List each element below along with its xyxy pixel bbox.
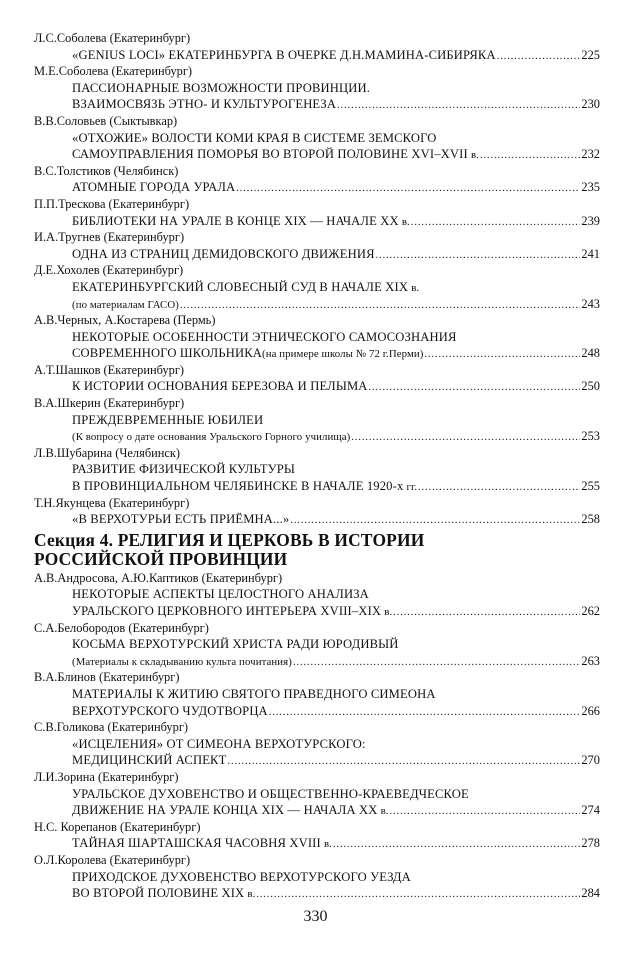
entry-title-line [34,603,600,620]
dot-leader [369,380,581,395]
entry-title-line [34,885,600,902]
entry-title-line [34,636,600,653]
entry-title-suffix: в. [384,606,393,618]
entry-page-number: 250 [581,379,600,394]
entry-page-number: 241 [581,246,600,261]
entry-title-line [34,412,600,429]
toc-entry [34,769,600,819]
entry-title-line [34,586,600,603]
entry-page-number: 225 [581,47,600,62]
entry-page-number: 258 [581,512,600,527]
dot-leader [227,754,580,769]
table-of-contents [34,30,600,902]
entry-title-suffix: в. [323,838,332,851]
entry-title-line [34,179,600,196]
toc-entry [34,495,600,528]
toc-entry [34,719,600,769]
entry-title-line [34,96,600,113]
entry-title-line [34,802,600,819]
page-number: 330 [303,908,328,925]
entry-title-line [34,47,600,64]
entry-title-line [34,478,600,495]
entry-title-line [34,213,600,230]
dot-leader [293,655,580,670]
dot-leader [333,837,580,852]
entry-title-text: МЕДИЦИНСКИЙ АСПЕКТ [72,753,227,768]
entry-title-line [34,686,600,703]
toc-entry [34,163,600,196]
entry-title-text: НЕКОТОРЫЕ ОСОБЕННОСТИ ЭТНИЧЕСКОГО САМОСОЗНАНИЯ [72,329,457,344]
entry-title-suffix: гг. [406,481,418,494]
entry-title-line [34,130,600,147]
entry-title-line [34,80,600,97]
entry-title-suffix: в. [411,281,420,294]
entry-title-note: (Материалы к складыванию культа почитания) [72,655,292,668]
dot-leader [497,49,581,64]
section-heading-line-2: РОССИЙСКОЙ ПРОВИНЦИИ [34,548,288,569]
toc-entry [34,570,600,620]
entry-author: А.В.Андросова, А.Ю.Каптиков (Екатеринбург) [34,570,283,585]
entry-author: А.Т.Шашков (Екатеринбург) [34,362,185,377]
entry-page-number: 274 [581,803,600,818]
entry-title-note: (на примере школы № 72 г.Перми) [262,348,424,361]
entry-title-text: ЕКАТЕРИНБУРГСКИЙ СЛОВЕСНЫЙ СУД В НАЧАЛЕ XIX [72,279,409,294]
entry-title-line [34,835,600,852]
entry-title-line [34,146,600,163]
entry-title-text: БИБЛИОТЕКИ НА УРАЛЕ В КОНЦЕ XIX — НАЧАЛЕ XX [72,213,399,228]
entry-author: Л.И.Зорина (Екатеринбург) [34,769,179,784]
dot-leader [269,705,581,720]
dot-leader [180,298,580,313]
entry-title-line [34,752,600,769]
dot-leader [480,148,580,163]
dot-leader [393,605,580,620]
toc-entry [34,262,600,312]
entry-title-text: «GENIUS LOCI» ЕКАТЕРИНБУРГА В ОЧЕРКЕ Д.Н.МАМИНА-СИБИРЯКА [72,47,496,62]
entry-title-text: «В ВЕРХОТУРЬИ ЕСТЬ ПРИЁМНА...» [72,512,290,527]
entry-title-line [34,329,600,346]
toc-entries-after-section [34,570,600,902]
entry-title-note: (по материалам ГАСО) [72,298,179,311]
entry-title-text: ОДНА ИЗ СТРАНИЦ ДЕМИДОВСКОГО ДВИЖЕНИЯ [72,246,375,261]
entry-author: С.А.Белобородов (Екатеринбург) [34,620,209,635]
toc-entry [34,819,600,852]
entry-title-text: «ОТХОЖИЕ» ВОЛОСТИ КОМИ КРАЯ В СИСТЕМЕ ЗЕМСКОГО [72,130,437,145]
entry-title-line [34,461,600,478]
entry-author: М.Е.Соболева (Екатеринбург) [34,64,193,79]
entry-title-text: «ИСЦЕЛЕНИЯ» ОТ СИМЕОНА ВЕРХОТУРСКОГО: [72,736,366,751]
entry-author: П.П.Трескова (Екатеринбург) [34,196,190,211]
entry-page-number: 248 [581,346,600,361]
entry-title-note: (К вопросу о дате основания Уральского Горного училища) [72,431,351,444]
entry-page-number: 235 [581,180,600,195]
entry-title-text: РАЗВИТИЕ ФИЗИЧЕСКОЙ КУЛЬТУРЫ [72,462,296,477]
entry-title-text: УРАЛЬСКОГО ЦЕРКОВНОГО ИНТЕРЬЕРА XVIII–XIX [72,604,382,618]
entry-author: И.А.Тругнев (Екатеринбург) [34,230,185,245]
dot-leader [256,887,580,902]
entry-title-line [34,296,600,313]
entry-title-text: ПРИХОДСКОЕ ДУХОВЕНСТВО ВЕРХОТУРСКОГО УЕЗДА [72,869,411,884]
entry-title-line [34,246,600,263]
entry-title-line [34,511,600,528]
entry-title-line [34,378,600,395]
entry-title-line [34,703,600,720]
toc-entry [34,620,600,670]
entry-title-text: ПАССИОНАРНЫЕ ВОЗМОЖНОСТИ ПРОВИНЦИИ. [72,80,371,95]
dot-leader [290,513,580,528]
entry-page-number: 243 [581,296,600,311]
dot-leader [390,804,581,819]
entry-title-text: ВЗАИМОСВЯЗЬ ЭТНО- И КУЛЬТУРОГЕНЕЗА [72,97,337,112]
entry-title-line [34,653,600,670]
entry-title-suffix: в. [401,215,410,228]
entry-author: Д.Е.Хохолев (Екатеринбург) [34,263,184,278]
entry-title-text: КОСЬМА ВЕРХОТУРСКИЙ ХРИСТА РАДИ ЮРОДИВЫЙ [72,637,399,652]
toc-entry [34,30,600,63]
entry-page-number: 270 [581,753,600,768]
entry-title-line [34,786,600,803]
toc-entry [34,113,600,163]
entry-title-text: ТАЙНАЯ ШАРТАШСКАЯ ЧАСОВНЯ XVIII [72,836,321,851]
entry-author: Т.Н.Якунцева (Екатеринбург) [34,495,190,510]
entry-page-number: 284 [581,886,600,901]
section-heading [34,531,600,569]
dot-leader [418,480,580,495]
entry-title-line [34,869,600,886]
entry-page-number: 232 [581,147,600,162]
entry-author: С.В.Голикова (Екатеринбург) [34,720,189,735]
dot-leader [411,215,581,230]
entry-title-suffix: в. [380,805,389,818]
dot-leader [424,347,580,362]
entry-title-text: АТОМНЫЕ ГОРОДА УРАЛА [72,180,236,195]
entry-title-text: НЕКОТОРЫЕ АСПЕКТЫ ЦЕЛОСТНОГО АНАЛИЗА [72,587,369,602]
entry-author: Н.С. Корепанов (Екатеринбург) [34,819,201,834]
entry-title-text: В ПРОВИНЦИАЛЬНОМ ЧЕЛЯБИНСКЕ В НАЧАЛЕ 1920-х [72,479,404,494]
entry-page-number: 263 [581,653,600,668]
entry-page-number: 266 [581,703,600,718]
entry-title-line [34,428,600,445]
entry-page-number: 278 [581,836,600,851]
dot-leader [376,248,581,263]
entry-author: Л.С.Соболева (Екатеринбург) [34,31,191,45]
entry-title-text: ВЕРХОТУРСКОГО ЧУДОТВОРЦА [72,703,268,718]
dot-leader [351,430,580,445]
toc-entries-before-section [34,30,600,528]
entry-author: А.В.Черных, А.Костарева (Пермь) [34,313,216,328]
toc-entry [34,852,600,902]
entry-title-text: ПРЕЖДЕВРЕМЕННЫЕ ЮБИЛЕИ [72,412,264,427]
entry-author: Л.В.Шубарина (Челябинск) [34,445,181,460]
entry-page-number: 239 [581,213,600,228]
entry-title-line [34,736,600,753]
toc-entry [34,312,600,362]
entry-author: В.А.Шкерин (Екатеринбург) [34,396,185,411]
dot-leader [236,181,580,196]
entry-title-text: СОВРЕМЕННОГО ШКОЛЬНИКА [72,346,262,361]
toc-entry [34,669,600,719]
toc-entry [34,229,600,262]
entry-page-number: 255 [581,479,600,494]
entry-author: О.Л.Королева (Екатеринбург) [34,852,191,867]
entry-title-text: ВО ВТОРОЙ ПОЛОВИНЕ XIX [72,886,245,901]
entry-title-text: САМОУПРАВЛЕНИЯ ПОМОРЬЯ ВО ВТОРОЙ ПОЛОВИНЕ XVI–XVII [72,147,468,162]
dot-leader [337,98,580,113]
toc-entry [34,395,600,445]
entry-title-text: МАТЕРИАЛЫ К ЖИТИЮ СВЯТОГО ПРАВЕДНОГО СИМЕОНА [72,686,436,701]
entry-title-text: УРАЛЬСКОЕ ДУХОВЕНСТВО И ОБЩЕСТВЕННО-КРАЕВЕДЧЕСКОЕ [72,786,469,801]
entry-author: В.А.Блинов (Екатеринбург) [34,670,180,685]
entry-title-text: К ИСТОРИИ ОСНОВАНИЯ БЕРЕЗОВА И ПЕЛЫМА [72,379,368,394]
entry-page-number: 262 [581,604,600,618]
entry-title-text: ДВИЖЕНИЕ НА УРАЛЕ КОНЦА XIX — НАЧАЛА XX [72,803,378,818]
toc-entry [34,63,600,113]
toc-entry [34,362,600,395]
entry-title-suffix: в. [470,149,479,162]
entry-author: В.В.Соловьев (Сыктывкар) [34,113,178,128]
entry-author: В.С.Толстиков (Челябинск) [34,163,179,178]
entry-page-number: 230 [581,97,600,112]
toc-entry [34,445,600,495]
entry-page-number: 253 [581,429,600,444]
entry-title-line [34,345,600,362]
entry-title-line [34,279,600,296]
section-heading-line-1: Секция 4. РЕЛИГИЯ И ЦЕРКОВЬ В ИСТОРИИ [34,529,425,550]
toc-entry [34,196,600,229]
entry-title-suffix: в. [247,888,256,901]
